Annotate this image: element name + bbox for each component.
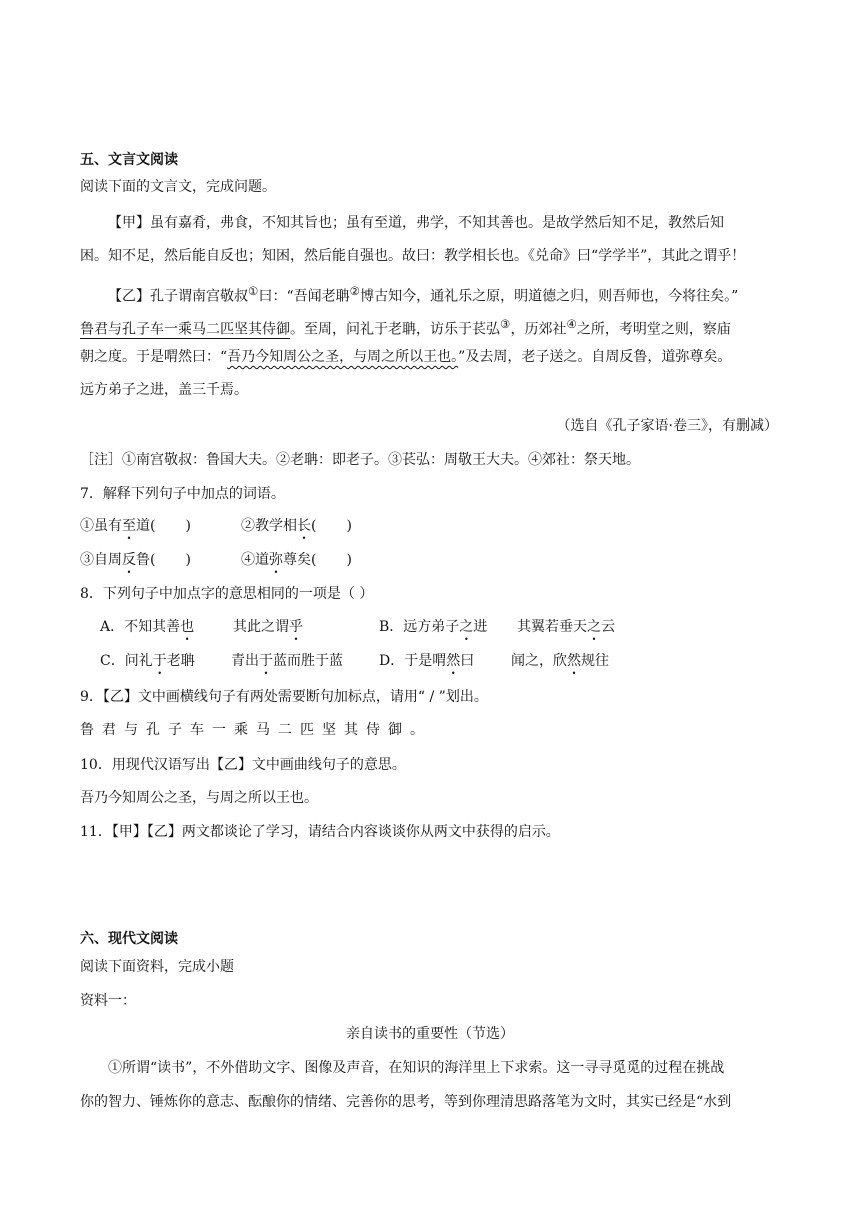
article-title: 亲自读书的重要性（节选） bbox=[346, 1026, 514, 1042]
text: ④道 bbox=[241, 552, 269, 568]
instruction: 阅读下面的文言文，完成问题。 bbox=[80, 179, 276, 195]
text: 博古知今，通礼乐之原，明道德之归，则吾师也，今将往矣。” bbox=[360, 288, 739, 305]
text: 道( bbox=[136, 518, 156, 534]
text: ) bbox=[185, 552, 191, 568]
material-label: 资料一： bbox=[80, 993, 136, 1009]
text: D．于是喟 bbox=[379, 653, 447, 669]
text: ) bbox=[346, 552, 352, 568]
dotted-char: 乎 bbox=[289, 619, 303, 635]
text: 其此之谓 bbox=[233, 619, 289, 635]
text: 闻之，欣 bbox=[511, 653, 567, 669]
text: 青出 bbox=[231, 653, 259, 669]
text: ( bbox=[311, 518, 317, 534]
passage-jia-line: 【甲】虽有嘉肴，弗食，不知其旨也；虽有至道，弗学，不知其善也。是故学然后知不足，教然后知 bbox=[108, 215, 724, 231]
dotted-char: 也 bbox=[180, 619, 195, 635]
text: B．远方弟子 bbox=[379, 619, 460, 635]
text: 【乙】孔子谓南宫敬叔 bbox=[108, 288, 248, 305]
dotted-char: 弥 bbox=[269, 552, 283, 568]
q7-item bbox=[241, 516, 352, 536]
text: 朝之度。于是喟然曰：“ bbox=[80, 349, 228, 365]
option-b-pair bbox=[517, 617, 615, 637]
dotted-char: 于 bbox=[259, 653, 273, 669]
source-citation: （选自《孔子家语·卷三》，有删减） bbox=[556, 418, 778, 434]
text: ，历郊社 bbox=[510, 321, 567, 338]
text: ①虽有 bbox=[80, 518, 122, 534]
text: 尊矣( bbox=[283, 552, 317, 568]
dotted-char: 至 bbox=[122, 518, 136, 534]
article-line: ①所谓“读书”，不外借助文字、图像及声音，在知识的海洋里上下求索。这一寻寻觅觅的过程在挑战 bbox=[108, 1060, 725, 1076]
dotted-char: 长 bbox=[297, 518, 311, 534]
note-marker: ④ bbox=[566, 317, 577, 331]
text: 曰 bbox=[460, 653, 475, 669]
passage-yi-line: 远方弟子之进，盖三千焉。 bbox=[80, 382, 248, 398]
text: 规往 bbox=[581, 653, 609, 669]
option-c-pair bbox=[231, 651, 343, 671]
q7-item bbox=[80, 550, 191, 570]
q7-item bbox=[80, 516, 191, 536]
option-b[interactable] bbox=[379, 617, 487, 637]
wavy-underlined-sentence: 吾乃今知周公之圣，与周之所以王也。 bbox=[227, 349, 459, 365]
dotted-char: 然 bbox=[446, 653, 461, 669]
option-a[interactable] bbox=[100, 617, 194, 637]
dotted-char: 于 bbox=[152, 653, 167, 669]
note-marker: ② bbox=[349, 284, 361, 298]
instruction: 阅读下面资料，完成小题 bbox=[80, 959, 234, 975]
text: 进 bbox=[473, 619, 488, 635]
note-marker: ③ bbox=[500, 317, 511, 331]
underlined-sentence: 鲁君与孔子车一乘马二匹坚其侍御 bbox=[80, 321, 290, 338]
question-8: 8．下列句子中加点字的意思相同的一项是（ ） bbox=[80, 586, 374, 602]
option-c[interactable] bbox=[100, 651, 195, 671]
question-9: 9．【乙】文中画横线句子有两处需要断句加标点，请用“ / ”划出。 bbox=[80, 689, 488, 705]
text: 老聃 bbox=[166, 653, 195, 669]
option-a-pair bbox=[233, 617, 303, 637]
dotted-char: 反 bbox=[122, 552, 136, 568]
dotted-char: 之 bbox=[459, 619, 474, 635]
option-d[interactable] bbox=[379, 651, 474, 671]
note-marker: ① bbox=[248, 284, 259, 298]
text: 蓝而胜于蓝 bbox=[273, 653, 343, 669]
passage-yi-line bbox=[80, 347, 731, 367]
question-11: 11．【甲】【乙】两文都谈论了学习，请结合内容谈谈你从两文中获得的启示。 bbox=[80, 824, 560, 840]
q9-sentence: 鲁君与孔子车一乘马二匹坚其侍御。 bbox=[80, 722, 432, 738]
text: C．问礼 bbox=[100, 653, 153, 669]
text: ) bbox=[185, 518, 191, 534]
section-heading: 六、现代文阅读 bbox=[80, 931, 178, 947]
annotation-note: ［注］①南宫敬叔：鲁国大夫。②老聃：即老子。③苌弘：周敬王大夫。④郊社：祭天地。 bbox=[80, 452, 640, 468]
article-line: 你的智力、锤炼你的意志、酝酿你的情绪、完善你的思考，等到你理清思路落笔为文时，其实已经是“水到 bbox=[80, 1094, 732, 1110]
text: ”及去周，老子送之。自周反鲁，道弥尊矣。 bbox=[458, 349, 732, 365]
text: ) bbox=[346, 518, 352, 534]
text: 云 bbox=[601, 619, 615, 635]
question-7: 7．解释下列句子中加点的词语。 bbox=[80, 486, 285, 502]
section-heading: 五、文言文阅读 bbox=[80, 152, 178, 168]
passage-yi-line bbox=[80, 314, 731, 340]
dotted-char: 之 bbox=[587, 619, 601, 635]
text: 曰：“吾闻老聃 bbox=[258, 288, 350, 305]
passage-yi-line bbox=[108, 281, 738, 307]
q10-sentence: 吾乃今知周公之圣，与周之所以王也。 bbox=[80, 790, 318, 806]
text: 。至周，问礼于老聃，访乐于苌弘 bbox=[290, 321, 500, 338]
q7-item bbox=[241, 550, 352, 570]
question-10: 10．用现代汉语写出【乙】文中画曲线句子的意思。 bbox=[80, 757, 406, 773]
text: ③自周 bbox=[80, 552, 122, 568]
text: 其翼若垂天 bbox=[517, 619, 587, 635]
text: A．不知其善 bbox=[100, 619, 181, 635]
text: 鲁( bbox=[136, 552, 156, 568]
text: ②教学相 bbox=[241, 518, 297, 534]
option-d-pair bbox=[511, 651, 609, 671]
dotted-char: 然 bbox=[567, 653, 581, 669]
passage-jia-line: 困。知不足，然后能自反也；知困，然后能自强也。故曰：教学相长也。《兑命》曰“学学半”，其此之谓乎！ bbox=[80, 248, 746, 264]
text: 之所，考明堂之则，察庙 bbox=[576, 321, 731, 338]
